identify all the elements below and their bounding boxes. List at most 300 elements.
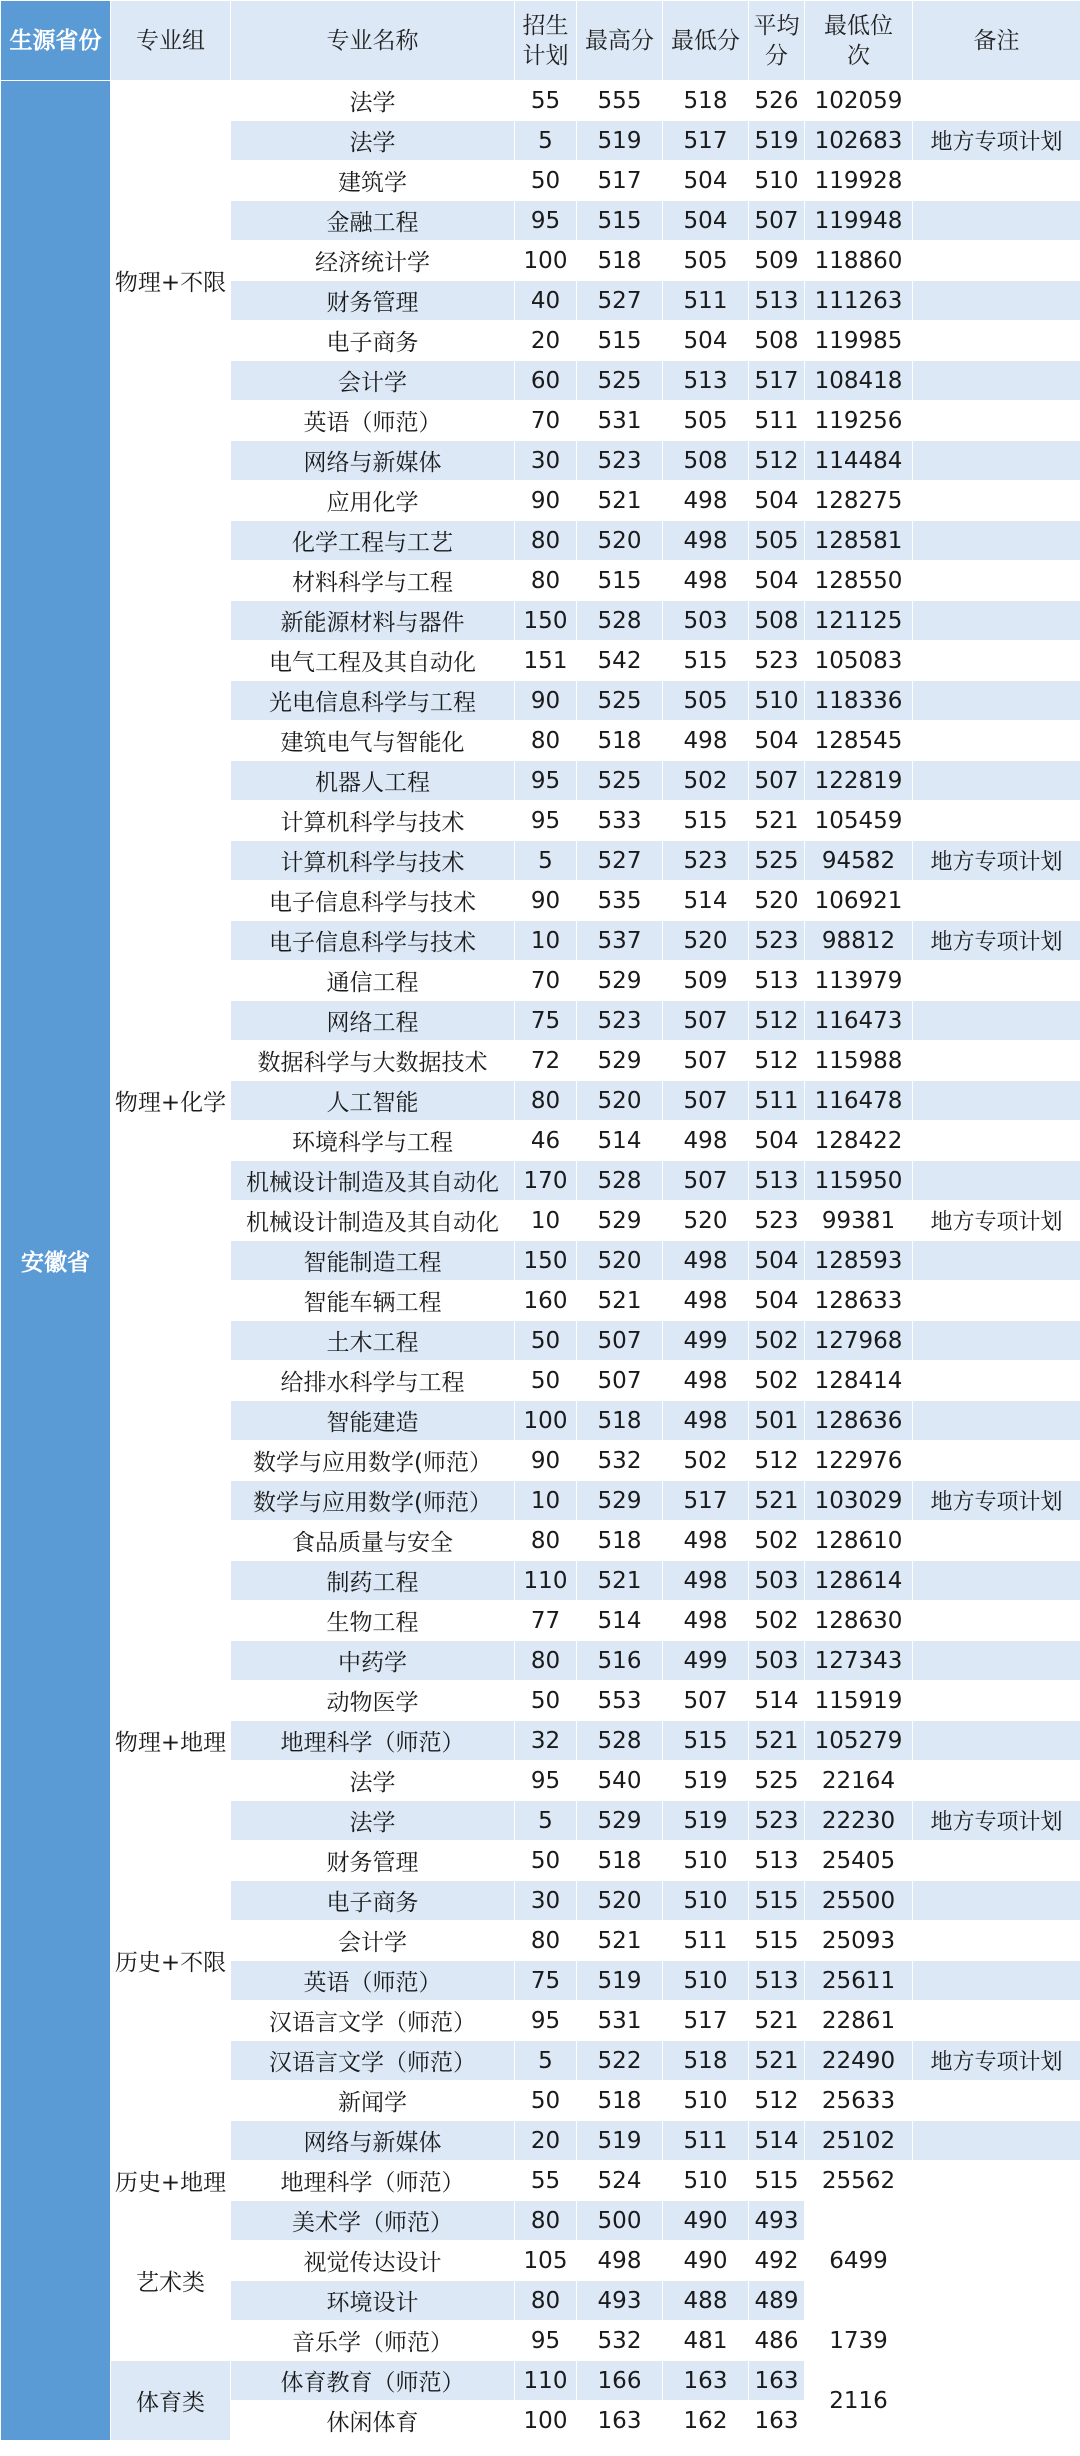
plan-cell: 55 — [515, 2161, 577, 2201]
major-cell: 机械设计制造及其自动化 — [231, 1161, 515, 1201]
avg-score-cell: 513 — [749, 1161, 805, 1201]
avg-score-cell: 523 — [749, 1801, 805, 1841]
plan-cell: 95 — [515, 201, 577, 241]
note-cell — [913, 2361, 1080, 2441]
min-score-cell: 498 — [663, 1361, 749, 1401]
min-rank-header: 最低位 次 — [805, 1, 913, 81]
plan-cell: 105 — [515, 2241, 577, 2281]
min-rank-cell: 128581 — [805, 521, 913, 561]
min-score-cell: 515 — [663, 641, 749, 681]
plan-cell: 75 — [515, 1961, 577, 2001]
major-cell: 英语（师范） — [231, 1961, 515, 2001]
avg-score-cell: 504 — [749, 1281, 805, 1321]
avg-score-cell: 521 — [749, 801, 805, 841]
avg-score-cell: 510 — [749, 681, 805, 721]
plan-cell: 30 — [515, 1881, 577, 1921]
avg-score-cell: 513 — [749, 961, 805, 1001]
major-cell: 机械设计制造及其自动化 — [231, 1201, 515, 1241]
max-score-cell: 500 — [577, 2201, 663, 2241]
min-score-cell: 509 — [663, 961, 749, 1001]
plan-cell: 100 — [515, 1401, 577, 1441]
major-cell: 英语（师范） — [231, 401, 515, 441]
avg-score-cell: 512 — [749, 1001, 805, 1041]
max-score-cell: 528 — [577, 1721, 663, 1761]
min-rank-cell: 128275 — [805, 481, 913, 521]
plan-cell: 95 — [515, 1761, 577, 1801]
min-score-cell: 488 — [663, 2281, 749, 2321]
plan-cell: 55 — [515, 81, 577, 121]
max-score-cell: 515 — [577, 321, 663, 361]
plan-cell: 80 — [515, 2281, 577, 2321]
max-score-cell: 520 — [577, 521, 663, 561]
min-score-cell: 499 — [663, 1321, 749, 1361]
note-cell — [913, 721, 1080, 761]
max-score-cell: 532 — [577, 1441, 663, 1481]
note-cell — [913, 81, 1080, 121]
min-score-cell: 504 — [663, 321, 749, 361]
avg-score-cell: 492 — [749, 2241, 805, 2281]
note-cell — [913, 1161, 1080, 1201]
min-score-cell: 163 — [663, 2361, 749, 2401]
max-score-cell: 522 — [577, 2041, 663, 2081]
avg-score-cell: 163 — [749, 2361, 805, 2401]
plan-cell: 50 — [515, 1841, 577, 1881]
note-cell: 地方专项计划 — [913, 841, 1080, 881]
max-score-cell: 518 — [577, 1401, 663, 1441]
plan-cell: 72 — [515, 1041, 577, 1081]
avg-score-cell: 521 — [749, 2041, 805, 2081]
major-cell: 制药工程 — [231, 1561, 515, 1601]
plan-cell: 50 — [515, 1681, 577, 1721]
avg-score-cell: 163 — [749, 2401, 805, 2441]
max-score-cell: 493 — [577, 2281, 663, 2321]
max-score-cell: 518 — [577, 721, 663, 761]
min-score-cell: 507 — [663, 1041, 749, 1081]
note-cell — [913, 1041, 1080, 1081]
max-score-cell: 523 — [577, 441, 663, 481]
min-rank-cell: 113979 — [805, 961, 913, 1001]
min-rank-cell: 25611 — [805, 1961, 913, 2001]
avg-score-cell: 503 — [749, 1561, 805, 1601]
plan-cell: 170 — [515, 1161, 577, 1201]
max-score-cell: 498 — [577, 2241, 663, 2281]
avg-score-cell: 515 — [749, 1881, 805, 1921]
avg-score-cell: 525 — [749, 841, 805, 881]
plan-cell: 5 — [515, 841, 577, 881]
plan-cell: 160 — [515, 1281, 577, 1321]
min-rank-cell: 103029 — [805, 1481, 913, 1521]
major-cell: 法学 — [231, 1761, 515, 1801]
avg-score-cell: 502 — [749, 1601, 805, 1641]
avg-score-cell: 507 — [749, 761, 805, 801]
avg-score-cell: 523 — [749, 641, 805, 681]
min-rank-cell: 128636 — [805, 1401, 913, 1441]
min-rank-cell: 128545 — [805, 721, 913, 761]
min-score-cell: 498 — [663, 1601, 749, 1641]
avg-score-cell: 517 — [749, 361, 805, 401]
note-cell — [913, 1841, 1080, 1881]
avg-score-cell: 521 — [749, 2001, 805, 2041]
major-header: 专业名称 — [231, 1, 515, 81]
avg-score-cell: 504 — [749, 721, 805, 761]
note-cell — [913, 801, 1080, 841]
note-cell — [913, 601, 1080, 641]
min-score-cell: 517 — [663, 2001, 749, 2041]
max-score-cell: 520 — [577, 1881, 663, 1921]
min-rank-cell: 102059 — [805, 81, 913, 121]
min-rank-cell: 127968 — [805, 1321, 913, 1361]
min-score-cell: 498 — [663, 521, 749, 561]
min-score-cell: 515 — [663, 801, 749, 841]
max-score-cell: 542 — [577, 641, 663, 681]
min-rank-cell: 111263 — [805, 281, 913, 321]
min-score-cell: 498 — [663, 1561, 749, 1601]
major-cell: 计算机科学与技术 — [231, 841, 515, 881]
max-score-cell: 527 — [577, 841, 663, 881]
plan-cell: 151 — [515, 641, 577, 681]
plan-cell: 50 — [515, 2081, 577, 2121]
major-cell: 电气工程及其自动化 — [231, 641, 515, 681]
plan-cell: 90 — [515, 481, 577, 521]
note-cell — [913, 681, 1080, 721]
max-score-cell: 163 — [577, 2401, 663, 2441]
min-rank-cell: 119928 — [805, 161, 913, 201]
major-cell: 智能车辆工程 — [231, 1281, 515, 1321]
note-cell — [913, 1721, 1080, 1761]
note-cell — [913, 161, 1080, 201]
min-rank-cell: 25500 — [805, 1881, 913, 1921]
min-score-cell: 517 — [663, 121, 749, 161]
note-cell — [913, 281, 1080, 321]
province-header: 生源省份 — [1, 1, 111, 81]
min-rank-cell: 128630 — [805, 1601, 913, 1641]
plan-cell: 100 — [515, 241, 577, 281]
min-score-cell: 498 — [663, 721, 749, 761]
min-score-cell: 520 — [663, 1201, 749, 1241]
major-cell: 网络工程 — [231, 1001, 515, 1041]
min-rank-cell: 115919 — [805, 1681, 913, 1721]
min-score-cell: 520 — [663, 921, 749, 961]
min-rank-cell: 22861 — [805, 2001, 913, 2041]
max-score-cell: 532 — [577, 2321, 663, 2361]
max-score-cell: 529 — [577, 1041, 663, 1081]
major-cell: 地理科学（师范） — [231, 2161, 515, 2201]
note-cell — [913, 761, 1080, 801]
max-score-cell: 555 — [577, 81, 663, 121]
note-cell: 地方专项计划 — [913, 1481, 1080, 1521]
note-cell — [913, 1241, 1080, 1281]
plan-cell: 150 — [515, 601, 577, 641]
avg-score-cell: 512 — [749, 1041, 805, 1081]
avg-score-cell: 502 — [749, 1521, 805, 1561]
min-score-cell: 511 — [663, 281, 749, 321]
min-score-cell: 498 — [663, 1241, 749, 1281]
plan-cell: 95 — [515, 2321, 577, 2361]
group-cell: 艺术类 — [111, 2201, 231, 2361]
table-row — [1, 2201, 1080, 2241]
min-score-cell: 505 — [663, 681, 749, 721]
note-cell — [913, 321, 1080, 361]
min-rank-cell: 1739 — [805, 2321, 913, 2361]
header-row — [1, 1, 1080, 81]
min-score-cell: 507 — [663, 1161, 749, 1201]
avg-score-cell: 501 — [749, 1401, 805, 1441]
plan-cell: 32 — [515, 1721, 577, 1761]
avg-score-cell: 513 — [749, 1961, 805, 2001]
min-rank-cell: 25102 — [805, 2121, 913, 2161]
major-cell: 给排水科学与工程 — [231, 1361, 515, 1401]
min-rank-cell: 105083 — [805, 641, 913, 681]
avg-score-cell: 523 — [749, 1201, 805, 1241]
plan-cell: 90 — [515, 881, 577, 921]
group-cell: 体育类 — [111, 2361, 231, 2441]
note-cell: 地方专项计划 — [913, 121, 1080, 161]
plan-cell: 80 — [515, 721, 577, 761]
major-cell: 数据科学与大数据技术 — [231, 1041, 515, 1081]
max-score-cell: 524 — [577, 2161, 663, 2201]
note-cell — [913, 441, 1080, 481]
group-cell: 物理+不限 — [111, 81, 231, 481]
major-cell: 中药学 — [231, 1641, 515, 1681]
max-score-cell: 529 — [577, 1481, 663, 1521]
max-score-cell: 531 — [577, 2001, 663, 2041]
major-cell: 环境科学与工程 — [231, 1121, 515, 1161]
min-rank-cell: 6499 — [805, 2201, 913, 2321]
plan-header: 招生 计划 — [515, 1, 577, 81]
min-score-cell: 490 — [663, 2201, 749, 2241]
avg-score-cell: 514 — [749, 1681, 805, 1721]
note-cell — [913, 1601, 1080, 1641]
min-rank-cell: 106921 — [805, 881, 913, 921]
plan-cell: 5 — [515, 2041, 577, 2081]
min-score-cell: 498 — [663, 1121, 749, 1161]
group-cell: 历史+地理 — [111, 2161, 231, 2201]
max-score-cell: 166 — [577, 2361, 663, 2401]
min-score-cell: 510 — [663, 2081, 749, 2121]
max-score-cell: 537 — [577, 921, 663, 961]
max-score-cell: 521 — [577, 481, 663, 521]
min-score-cell: 507 — [663, 1681, 749, 1721]
province-cell: 安徽省 — [1, 81, 111, 2441]
min-score-cell: 504 — [663, 201, 749, 241]
min-score-cell: 510 — [663, 2161, 749, 2201]
note-cell — [913, 2321, 1080, 2361]
table-row — [1, 1761, 1080, 1801]
max-score-cell: 529 — [577, 961, 663, 1001]
plan-cell: 20 — [515, 2121, 577, 2161]
avg-score-cell: 512 — [749, 2081, 805, 2121]
min-rank-cell: 105279 — [805, 1721, 913, 1761]
avg-score-cell: 504 — [749, 1121, 805, 1161]
max-score-cell: 525 — [577, 681, 663, 721]
min-score-cell: 513 — [663, 361, 749, 401]
major-cell: 动物医学 — [231, 1681, 515, 1721]
avg-score-cell: 504 — [749, 481, 805, 521]
min-rank-cell: 25562 — [805, 2161, 913, 2201]
max-score-cell: 514 — [577, 1121, 663, 1161]
note-cell — [913, 1321, 1080, 1361]
max-score-cell: 515 — [577, 201, 663, 241]
min-score-cell: 498 — [663, 1521, 749, 1561]
note-cell — [913, 881, 1080, 921]
major-cell: 材料科学与工程 — [231, 561, 515, 601]
avg-score-cell: 515 — [749, 2161, 805, 2201]
plan-cell: 77 — [515, 1601, 577, 1641]
note-cell — [913, 1001, 1080, 1041]
min-rank-cell: 119948 — [805, 201, 913, 241]
min-score-cell: 490 — [663, 2241, 749, 2281]
major-cell: 计算机科学与技术 — [231, 801, 515, 841]
note-cell — [913, 241, 1080, 281]
major-cell: 应用化学 — [231, 481, 515, 521]
max-score-cell: 540 — [577, 1761, 663, 1801]
avg-score-cell: 521 — [749, 1481, 805, 1521]
table-row — [1, 2161, 1080, 2201]
avg-score-cell: 514 — [749, 2121, 805, 2161]
avg-score-cell: 511 — [749, 1081, 805, 1121]
min-score-cell: 518 — [663, 81, 749, 121]
min-rank-cell: 118336 — [805, 681, 913, 721]
min-score-cell: 502 — [663, 1441, 749, 1481]
min-score-cell: 504 — [663, 161, 749, 201]
max-score-cell: 519 — [577, 121, 663, 161]
note-cell — [913, 1441, 1080, 1481]
min-rank-cell: 22230 — [805, 1801, 913, 1841]
major-cell: 会计学 — [231, 1921, 515, 1961]
min-rank-cell: 22490 — [805, 2041, 913, 2081]
avg-score-cell: 502 — [749, 1321, 805, 1361]
major-cell: 财务管理 — [231, 281, 515, 321]
plan-cell: 90 — [515, 681, 577, 721]
max-score-cell: 520 — [577, 1081, 663, 1121]
note-cell — [913, 521, 1080, 561]
min-score-cell: 511 — [663, 1921, 749, 1961]
note-cell — [913, 641, 1080, 681]
min-score-cell: 519 — [663, 1801, 749, 1841]
min-score-cell: 519 — [663, 1761, 749, 1801]
avg-score-cell: 515 — [749, 1921, 805, 1961]
major-cell: 新能源材料与器件 — [231, 601, 515, 641]
major-cell: 体育教育（师范） — [231, 2361, 515, 2401]
major-cell: 网络与新媒体 — [231, 441, 515, 481]
avg-score-cell: 511 — [749, 401, 805, 441]
note-cell — [913, 2081, 1080, 2121]
max-score-cell: 529 — [577, 1801, 663, 1841]
avg-score-cell: 504 — [749, 1241, 805, 1281]
major-cell: 法学 — [231, 1801, 515, 1841]
min-score-cell: 511 — [663, 2121, 749, 2161]
plan-cell: 80 — [515, 561, 577, 601]
max-score-cell: 533 — [577, 801, 663, 841]
max-score-cell: 527 — [577, 281, 663, 321]
min-rank-cell: 94582 — [805, 841, 913, 881]
major-cell: 法学 — [231, 121, 515, 161]
min-rank-cell: 127343 — [805, 1641, 913, 1681]
min-score-cell: 518 — [663, 2041, 749, 2081]
major-cell: 金融工程 — [231, 201, 515, 241]
group-header: 专业组 — [111, 1, 231, 81]
plan-cell: 60 — [515, 361, 577, 401]
min-rank-cell: 128610 — [805, 1521, 913, 1561]
note-cell — [913, 2201, 1080, 2321]
table-row — [1, 1721, 1080, 1761]
plan-cell: 50 — [515, 161, 577, 201]
avg-score-cell: 493 — [749, 2201, 805, 2241]
note-header: 备注 — [913, 1, 1080, 81]
plan-cell: 10 — [515, 1201, 577, 1241]
plan-cell: 10 — [515, 1481, 577, 1521]
avg-score-cell: 508 — [749, 321, 805, 361]
major-cell: 经济统计学 — [231, 241, 515, 281]
plan-cell: 80 — [515, 1081, 577, 1121]
group-cell: 物理+地理 — [111, 1721, 231, 1761]
plan-cell: 100 — [515, 2401, 577, 2441]
plan-cell: 70 — [515, 401, 577, 441]
avg-score-cell: 507 — [749, 201, 805, 241]
min-rank-cell: 25093 — [805, 1921, 913, 1961]
note-cell — [913, 481, 1080, 521]
plan-cell: 80 — [515, 2201, 577, 2241]
min-score-cell: 503 — [663, 601, 749, 641]
min-score-cell: 510 — [663, 1841, 749, 1881]
major-cell: 法学 — [231, 81, 515, 121]
min-rank-cell: 114484 — [805, 441, 913, 481]
max-score-cell: 528 — [577, 1161, 663, 1201]
note-cell — [913, 1561, 1080, 1601]
min-rank-cell: 122819 — [805, 761, 913, 801]
major-cell: 数学与应用数学(师范） — [231, 1441, 515, 1481]
max-score-cell: 519 — [577, 2121, 663, 2161]
max-score-cell: 519 — [577, 1961, 663, 2001]
min-score-cell: 498 — [663, 1281, 749, 1321]
table-row — [1, 481, 1080, 521]
group-cell: 物理+化学 — [111, 481, 231, 1721]
min-score-cell: 502 — [663, 761, 749, 801]
plan-cell: 80 — [515, 1521, 577, 1561]
avg-score-cell: 523 — [749, 921, 805, 961]
plan-cell: 150 — [515, 1241, 577, 1281]
note-cell — [913, 1641, 1080, 1681]
min-rank-cell: 22164 — [805, 1761, 913, 1801]
min-score-cell: 498 — [663, 481, 749, 521]
avg-score-cell: 512 — [749, 1441, 805, 1481]
min-rank-cell: 128614 — [805, 1561, 913, 1601]
max-score-cell: 553 — [577, 1681, 663, 1721]
min-score-cell: 508 — [663, 441, 749, 481]
plan-cell: 80 — [515, 1921, 577, 1961]
major-cell: 视觉传达设计 — [231, 2241, 515, 2281]
major-cell: 网络与新媒体 — [231, 2121, 515, 2161]
note-cell — [913, 2121, 1080, 2161]
min-score-cell: 510 — [663, 1881, 749, 1921]
avg-score-cell: 519 — [749, 121, 805, 161]
major-cell: 光电信息科学与工程 — [231, 681, 515, 721]
max-score-cell: 507 — [577, 1321, 663, 1361]
major-cell: 电子商务 — [231, 321, 515, 361]
min-rank-cell: 105459 — [805, 801, 913, 841]
min-score-cell: 510 — [663, 1961, 749, 2001]
avg-score-cell: 489 — [749, 2281, 805, 2321]
major-cell: 汉语言文学（师范） — [231, 2001, 515, 2041]
note-cell — [913, 361, 1080, 401]
avg-score-cell: 510 — [749, 161, 805, 201]
min-rank-cell: 25405 — [805, 1841, 913, 1881]
min-score-cell: 515 — [663, 1721, 749, 1761]
min-rank-cell: 119256 — [805, 401, 913, 441]
max-score-cell: 518 — [577, 2081, 663, 2121]
note-cell — [913, 2001, 1080, 2041]
max-score-cell: 521 — [577, 1281, 663, 1321]
